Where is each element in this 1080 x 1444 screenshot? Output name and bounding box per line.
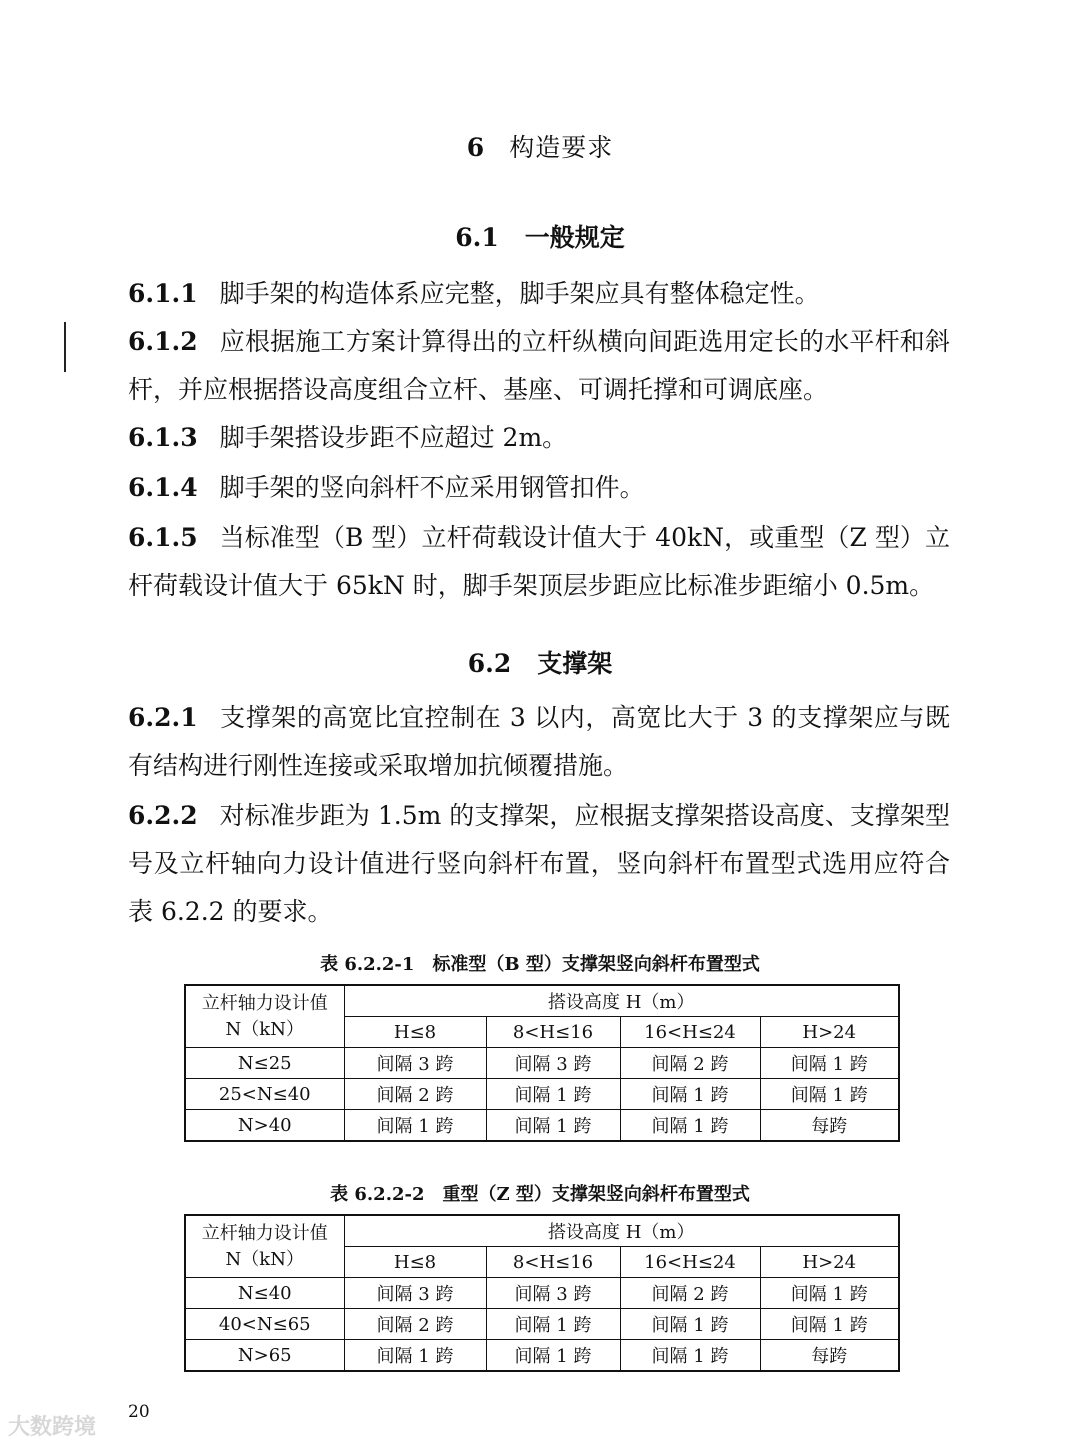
clause-number: 6.1.1 [128, 279, 198, 308]
table-row [185, 1340, 899, 1372]
col-header: 16<H≤24 [620, 1247, 760, 1278]
table-cell: 间隔 1 跨 [760, 1278, 899, 1309]
table-cell: 间隔 2 跨 [344, 1079, 486, 1110]
chapter-title-text: 构造要求 [509, 133, 614, 162]
table-cell: 间隔 1 跨 [620, 1340, 760, 1372]
table-cell: 间隔 1 跨 [486, 1309, 620, 1340]
clause-number: 6.2.1 [128, 703, 198, 732]
col-header: 8<H≤16 [486, 1247, 620, 1278]
col-header: H≤8 [344, 1017, 486, 1048]
clause-text: 脚手架的构造体系应完整，脚手架应具有整体稳定性。 [219, 279, 820, 308]
section-6-2-title [0, 644, 1080, 680]
table-cell: 间隔 2 跨 [620, 1048, 760, 1079]
section-number: 6.2 [467, 649, 512, 678]
table-caption-title: 标准型（B 型）支撑架竖向斜杆布置型式 [432, 954, 760, 975]
table-cell: 间隔 1 跨 [486, 1340, 620, 1372]
table-2-caption [0, 1180, 1080, 1206]
clause-6-2-2 [128, 792, 950, 936]
table-heavy-type [184, 1214, 900, 1372]
table-cell: 间隔 3 跨 [344, 1278, 486, 1309]
table-standard-type [184, 984, 900, 1142]
table-row [185, 1079, 899, 1110]
col-header: 16<H≤24 [620, 1017, 760, 1048]
table-cell: 间隔 1 跨 [486, 1079, 620, 1110]
clause-6-1-3 [128, 414, 950, 462]
table-caption-number: 表 6.2.2-1 [320, 954, 415, 975]
clause-number: 6.1.2 [128, 327, 198, 356]
row-header-line2: N（kN） [225, 1248, 304, 1270]
table-cell: 间隔 2 跨 [344, 1309, 486, 1340]
row-header-cell [185, 1215, 344, 1278]
table-cell: 间隔 1 跨 [760, 1079, 899, 1110]
row-label: 25<N≤40 [185, 1079, 344, 1110]
section-title-text: 一般规定 [524, 223, 625, 252]
row-label: N≤40 [185, 1278, 344, 1309]
table-cell: 间隔 1 跨 [620, 1110, 760, 1142]
table-cell: 间隔 1 跨 [760, 1309, 899, 1340]
col-group-header: 搭设高度 H（m） [344, 985, 899, 1017]
clause-6-1-2 [128, 318, 950, 414]
row-label: N≤25 [185, 1048, 344, 1079]
table-cell: 间隔 1 跨 [760, 1048, 899, 1079]
clause-text: 脚手架的竖向斜杆不应采用钢管扣件。 [219, 473, 645, 502]
clause-6-1-5 [128, 514, 950, 610]
chapter-title [0, 128, 1080, 164]
revision-mark [64, 322, 66, 372]
col-header: H>24 [760, 1247, 899, 1278]
col-header: H>24 [760, 1017, 899, 1048]
page-number: 20 [128, 1402, 150, 1422]
table-cell: 每跨 [760, 1340, 899, 1372]
clause-number: 6.2.2 [128, 801, 198, 830]
table-cell: 间隔 2 跨 [620, 1278, 760, 1309]
row-label: N>40 [185, 1110, 344, 1142]
clause-number: 6.1.3 [128, 423, 198, 452]
table-cell: 每跨 [760, 1110, 899, 1142]
table-cell: 间隔 1 跨 [620, 1079, 760, 1110]
clause-text: 应根据施工方案计算得出的立杆纵横向间距选用定长的水平杆和斜杆，并应根据搭设高度组合立杆、基座、可调托撑和可调底座。 [128, 327, 950, 404]
table-cell: 间隔 1 跨 [486, 1110, 620, 1142]
row-label: N>65 [185, 1340, 344, 1372]
section-number: 6.1 [455, 223, 499, 252]
row-label: 40<N≤65 [185, 1309, 344, 1340]
table-cell: 间隔 3 跨 [486, 1278, 620, 1309]
table-row [185, 1309, 899, 1340]
table-cell: 间隔 1 跨 [620, 1309, 760, 1340]
clause-text: 支撑架的高宽比宜控制在 3 以内，高宽比大于 3 的支撑架应与既有结构进行刚性连接或采取增加抗倾覆措施。 [128, 703, 950, 780]
table-header-row [185, 985, 899, 1017]
section-title-text: 支撑架 [537, 649, 613, 678]
table-row [185, 1048, 899, 1079]
chapter-number: 6 [466, 133, 486, 162]
table-cell: 间隔 1 跨 [344, 1340, 486, 1372]
clause-6-2-1 [128, 694, 950, 790]
clause-number: 6.1.5 [128, 523, 198, 552]
row-header-line2: N（kN） [225, 1018, 304, 1040]
col-header: H≤8 [344, 1247, 486, 1278]
clause-text: 对标准步距为 1.5m 的支撑架，应根据支撑架搭设高度、支撑架型号及立杆轴向力设计值进行竖向斜杆布置，竖向斜杆布置型式选用应符合表 6.2.2 的要求。 [128, 801, 950, 926]
clause-number: 6.1.4 [128, 473, 198, 502]
row-header-line1: 立杆轴力设计值 [201, 992, 328, 1014]
col-header: 8<H≤16 [486, 1017, 620, 1048]
table-cell: 间隔 3 跨 [486, 1048, 620, 1079]
table-header-row [185, 1215, 899, 1247]
table-1-caption [0, 950, 1080, 976]
table-caption-title: 重型（Z 型）支撑架竖向斜杆布置型式 [442, 1184, 750, 1205]
row-header-cell [185, 985, 344, 1048]
table-cell: 间隔 1 跨 [344, 1110, 486, 1142]
clause-6-1-1 [128, 270, 950, 318]
table-cell: 间隔 3 跨 [344, 1048, 486, 1079]
table-caption-number: 表 6.2.2-2 [330, 1184, 425, 1205]
watermark: 大数跨境 [8, 1415, 97, 1440]
clause-text: 脚手架搭设步距不应超过 2m。 [219, 423, 568, 452]
clause-6-1-4 [128, 464, 950, 512]
table-row [185, 1278, 899, 1309]
clause-text: 当标准型（B 型）立杆荷载设计值大于 40kN，或重型（Z 型）立杆荷载设计值大于 65kN 时，脚手架顶层步距应比标准步距缩小 0.5m。 [128, 523, 950, 600]
table-row [185, 1110, 899, 1142]
row-header-line1: 立杆轴力设计值 [201, 1222, 328, 1244]
col-group-header: 搭设高度 H（m） [344, 1215, 899, 1247]
section-6-1-title [0, 218, 1080, 254]
